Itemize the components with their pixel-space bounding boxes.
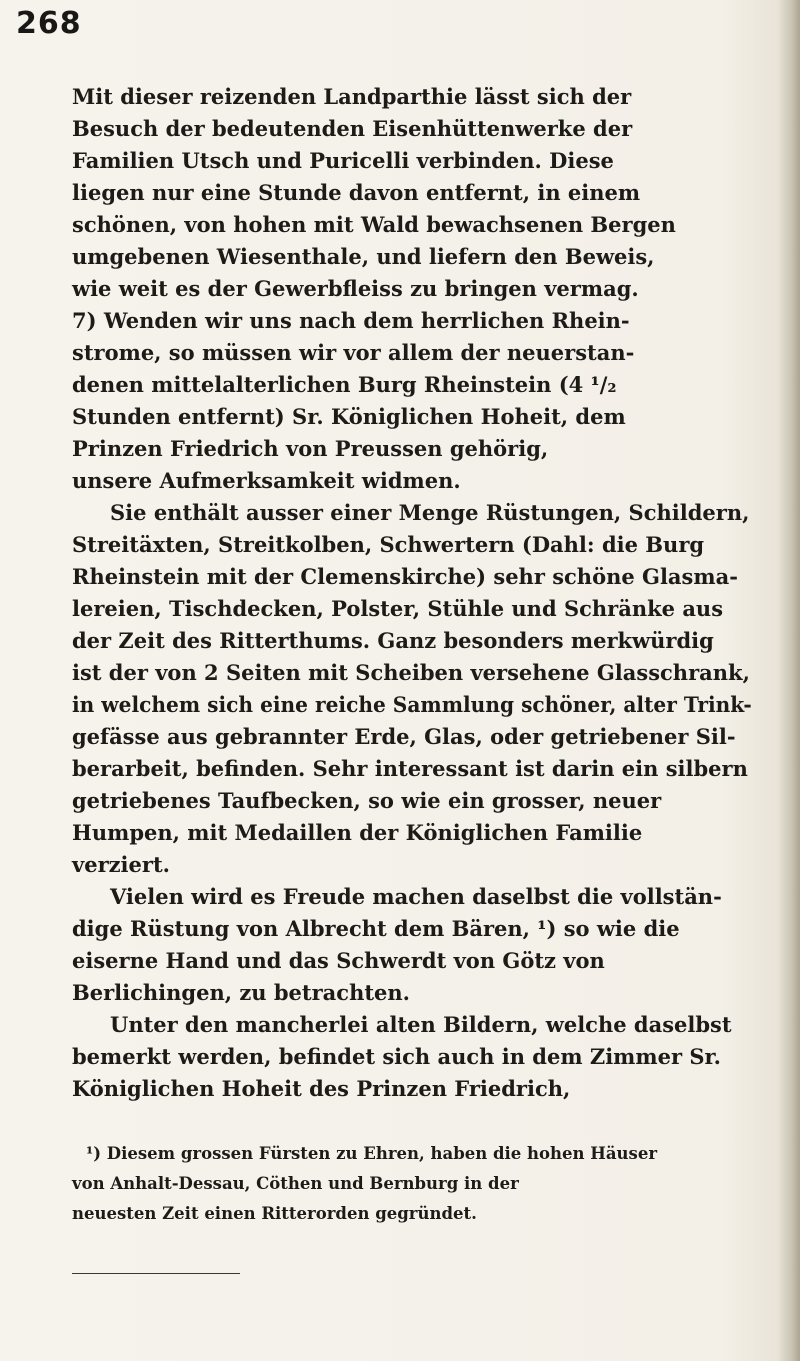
text-line: der Zeit des Ritterthums. Ganz besonders merkwürdig xyxy=(72,628,714,653)
text-line: wie weit es der Gewerbfleiss zu bringen vermag. xyxy=(72,276,639,301)
text-line: getriebenes Taufbecken, so wie ein grosser, neuer xyxy=(72,788,662,813)
text-line: Stunden entfernt) Sr. Königlichen Hoheit, dem xyxy=(72,404,626,429)
text-line: Prinzen Friedrich von Preussen gehörig, xyxy=(72,436,549,461)
text-line: in welchem sich eine reiche Sammlung schöner, alter Trink- xyxy=(72,692,752,717)
text-line: Rheinstein mit der Clemenskirche) sehr schöne Glasma- xyxy=(72,564,738,589)
footnote-line: neuesten Zeit einen Ritterorden gegründet. xyxy=(72,1204,477,1223)
text-line: Streitäxten, Streitkolben, Schwertern (Dahl: die Burg xyxy=(72,532,705,557)
text-line: 7) Wenden wir uns nach dem herrlichen Rhein- xyxy=(72,308,630,333)
page-edge-shadow xyxy=(778,0,800,1361)
text-line: eiserne Hand und das Schwerdt von Götz von xyxy=(72,948,605,973)
footnote-divider xyxy=(72,1273,240,1274)
footnote-line: ¹) Diesem grossen Fürsten zu Ehren, haben die hohen Häuser xyxy=(86,1144,658,1163)
text-line: Besuch der bedeutenden Eisenhüttenwerke der xyxy=(72,116,633,141)
text-line: Vielen wird es Freude machen daselbst die vollstän- xyxy=(110,884,722,909)
text-line: verziert. xyxy=(72,852,170,877)
text-line: Sie enthält ausser einer Menge Rüstungen, Schildern, xyxy=(110,500,750,525)
text-line: denen mittelalterlichen Burg Rheinstein (4 ¹/₂ xyxy=(72,372,617,397)
text-line: berarbeit, befinden. Sehr interessant ist darin ein silbern xyxy=(72,756,748,781)
text-line: liegen nur eine Stunde davon entfernt, in einem xyxy=(72,180,641,205)
text-line: Berlichingen, zu betrachten. xyxy=(72,980,410,1005)
footnote-line: von Anhalt-Dessau, Cöthen und Bernburg in der xyxy=(72,1174,519,1193)
text-line: dige Rüstung von Albrecht dem Bären, ¹) so wie die xyxy=(72,916,680,941)
text-line: Unter den mancherlei alten Bildern, welche daselbst xyxy=(110,1012,732,1037)
text-line: lereien, Tischdecken, Polster, Stühle und Schränke aus xyxy=(72,596,724,621)
text-line: ist der von 2 Seiten mit Scheiben versehene Glasschrank, xyxy=(72,660,750,685)
text-line: schönen, von hohen mit Wald bewachsenen Bergen xyxy=(72,212,676,237)
text-line: strome, so müssen wir vor allem der neuerstan- xyxy=(72,340,635,365)
page-number: 268 xyxy=(16,6,82,41)
text-line: Familien Utsch und Puricelli verbinden. Diese xyxy=(72,148,614,173)
text-line: gefässe aus gebrannter Erde, Glas, oder getriebener Sil- xyxy=(72,724,736,749)
text-line: unsere Aufmerksamkeit widmen. xyxy=(72,468,461,493)
text-line: bemerkt werden, befindet sich auch in dem Zimmer Sr. xyxy=(72,1044,721,1069)
text-line: Mit dieser reizenden Landparthie lässt sich der xyxy=(72,84,632,109)
text-line: Königlichen Hoheit des Prinzen Friedrich, xyxy=(72,1076,571,1101)
text-line: Humpen, mit Medaillen der Königlichen Familie xyxy=(72,820,643,845)
text-line: umgebenen Wiesenthale, und liefern den Beweis, xyxy=(72,244,655,269)
